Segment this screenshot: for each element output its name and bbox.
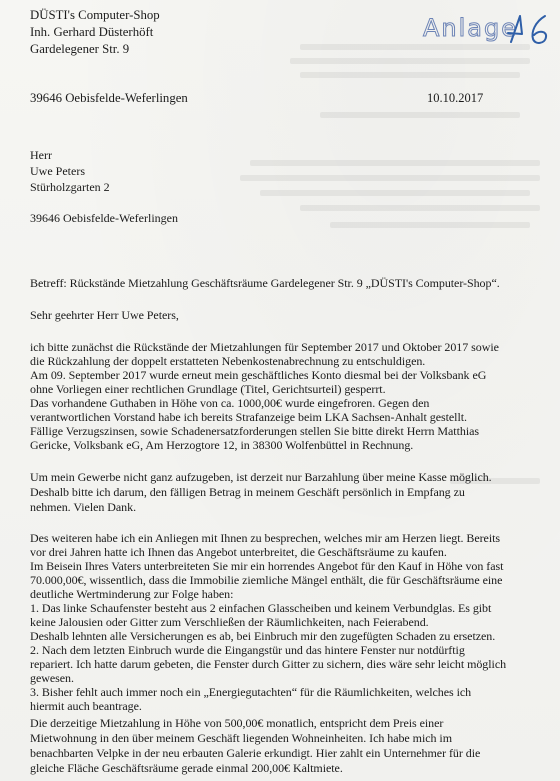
- paragraph-line: repariert. Ich hatte darum gebeten, die Fenster durch Gitter zu sichern, dies wäre sehr leicht möglich: [30, 657, 507, 671]
- recipient-street: Stürholzgarten 2: [30, 180, 110, 194]
- paragraph-line: ohne Vorliegen einer rechtlichen Grundlage (Titel, Gerichtsurteil) gesperrt.: [30, 382, 386, 396]
- greeting: Sehr geehrter Herr Uwe Peters,: [30, 308, 179, 322]
- paragraph-line: 3. Bisher fehlt auch immer noch ein „Energiegutachten“ für die Räumlichkeiten, welches ich: [30, 685, 472, 699]
- paragraph-line: verantwortlichen Vorstand habe ich bereits Strafanzeige beim LKA Sachsen-Anhalt gestellt.: [30, 410, 467, 424]
- paragraph-line: Mietwohnung in den über meinem Geschäft liegenden Wohneinheiten. Ich habe mich im: [30, 731, 452, 745]
- recipient-city: 39646 Oebisfelde-Weferlingen: [30, 211, 178, 225]
- sender-owner: Inh. Gerhard Düsterhöft: [30, 25, 154, 39]
- paragraph-line: Um mein Gewerbe nicht ganz aufzugeben, ist derzeit nur Barzahlung über meine Kasse möglich.: [30, 470, 492, 484]
- recipient-name: Uwe Peters: [30, 164, 85, 178]
- handwritten-number-46: [505, 12, 555, 46]
- paragraph-line: Die derzeitige Mietzahlung in Höhe von 500,00€ monatlich, entspricht dem Preis einer: [30, 716, 444, 730]
- paragraph-line: hiermit auch beantrage.: [30, 699, 142, 713]
- paragraph-line: Fällige Verzugszinsen, sowie Schadenersatzforderungen stellen Sie bitte direkt Herrn Matthias: [30, 424, 479, 438]
- paragraph-line: benachbarten Velpke in der neu erbauten Galerie erkundigt. Hier zahlt ein Unternehmer für die: [30, 746, 481, 760]
- paragraph-line: nehmen. Vielen Dank.: [30, 500, 137, 514]
- recipient-salutation: Herr: [30, 148, 52, 162]
- paragraph-line: gleiche Fläche Geschäftsräume gerade einmal 200,00€ Kaltmiete.: [30, 761, 343, 775]
- letter-date: 10.10.2017: [427, 91, 484, 105]
- paragraph-line: Deshalb lehnten alle Versicherungen es ab, bei Einbruch mir den zugefügten Schaden zu ersetzen.: [30, 629, 496, 643]
- paragraph-line: Des weiteren habe ich ein Anliegen mit Ihnen zu besprechen, welches mir am Herzen liegt. Bereits: [30, 531, 501, 545]
- subject-line: Betreff: Rückstände Mietzahlung Geschäftsräume Gardelegener Str. 9 „DÜSTI's Computer-Shop“.: [30, 276, 500, 290]
- paragraph-line: deutliche Wertminderung zur Folge haben:: [30, 587, 234, 601]
- sender-shop-name: DÜSTI's Computer-Shop: [30, 8, 160, 22]
- sender-street: Gardelegener Str. 9: [30, 42, 130, 56]
- paragraph-line: 70.000,00€, wissentlich, dass die Immobilie ziemliche Mängel enthält, die für Geschäftsräume eine: [30, 573, 503, 587]
- paragraph-line: Am 09. September 2017 wurde erneut mein geschäftliches Konto diesmal bei der Volksbank eG: [30, 368, 487, 382]
- sender-city: 39646 Oebisfelde-Weferlingen: [30, 91, 188, 105]
- paragraph-line: Deshalb bitte ich darum, den fälligen Betrag in meinem Geschäft persönlich in Empfang zu: [30, 485, 465, 499]
- paragraph-line: 2. Nach dem letzten Einbruch wurde die Eingangstür und das hintere Fenster nur notdürftig: [30, 643, 465, 657]
- paragraph-line: vor drei Jahren hatte ich Ihnen das Angebot unterbreitet, die Geschäftsräume zu kaufen.: [30, 545, 447, 559]
- paragraph-line: Das vorhandene Guthaben in Höhe von ca. 1000,00€ wurde eingefroren. Gegen den: [30, 396, 430, 410]
- paragraph-line: 1. Das linke Schaufenster besteht aus 2 einfachen Glasscheiben und keinem Verbundglas. Es gibt: [30, 601, 492, 615]
- paragraph-line: Gericke, Volksbank eG, Am Herzogtore 12, in 38300 Wolfenbüttel in Rechnung.: [30, 438, 414, 452]
- paragraph-line: die Rückzahlung der doppelt erstatteten Nebenkostenabrechnung zu entschuldigen.: [30, 354, 426, 368]
- paragraph-line: gewesen.: [30, 671, 74, 685]
- paragraph-line: ich bitte zunächst die Rückstände der Mietzahlungen für September 2017 und Oktober 2017 sowie: [30, 340, 499, 354]
- anlage-stamp: Anlage: [423, 14, 519, 42]
- paragraph-line: Im Beisein Ihres Vaters unterbreiteten Sie mir ein horrendes Angebot für den Kauf in Höhe von fast: [30, 559, 504, 573]
- paragraph-line: keine Jalousien oder Gitter zum Verschließen der Räumlichkeiten, nach Feierabend.: [30, 615, 429, 629]
